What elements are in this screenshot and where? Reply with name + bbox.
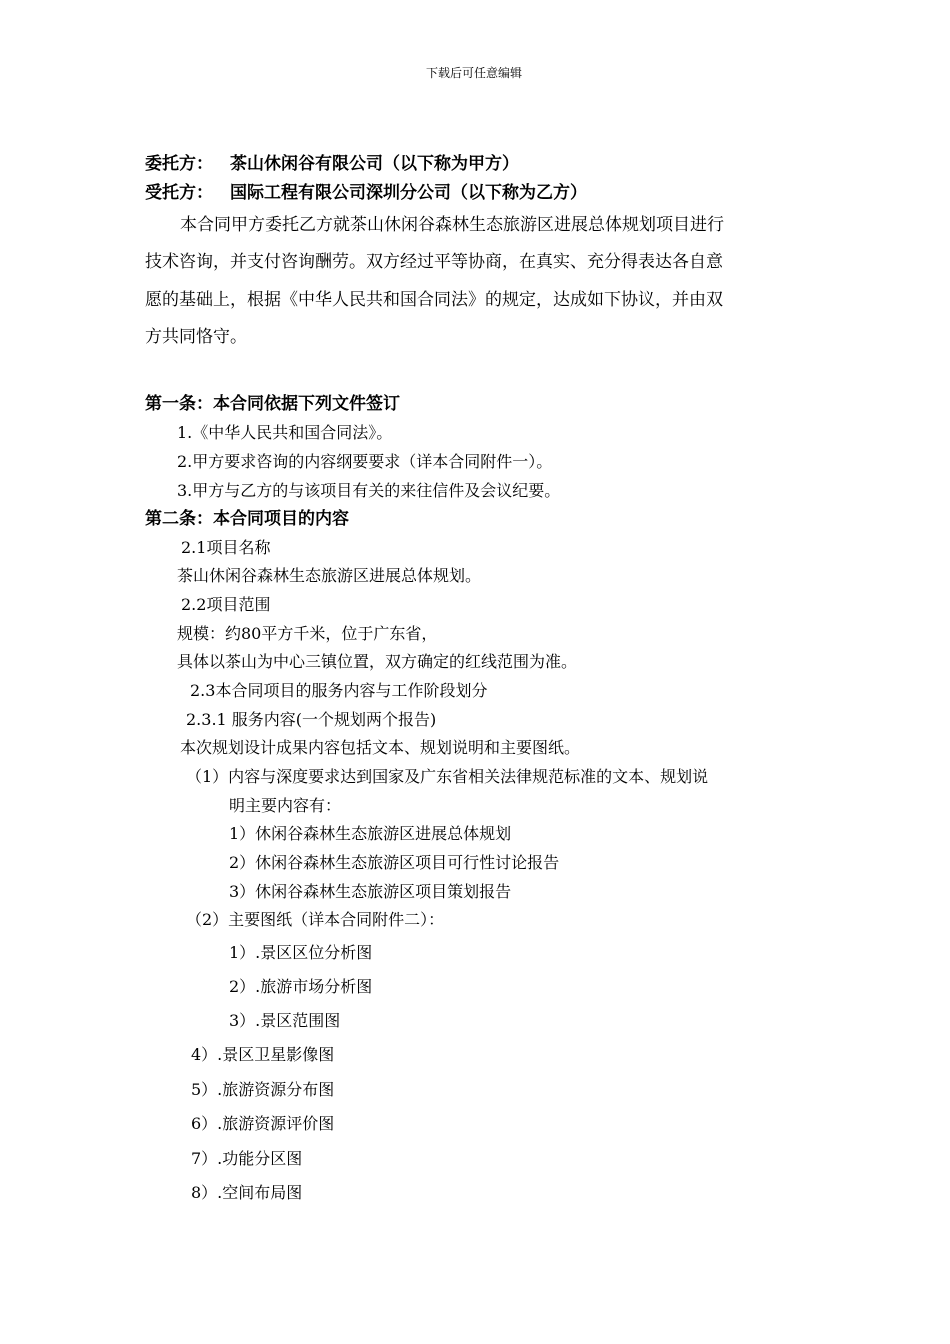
article1-item: 3.甲方与乙方的与该项目有关的来往信件及会议纪要。 — [177, 481, 561, 500]
section-2-2-scale: 规模：约80平方千米，位于广东省， — [177, 624, 438, 643]
section-2-1-text: 茶山休闲谷森林生态旅游区进展总体规划。 — [177, 566, 482, 585]
contractor-name: 国际工程有限公司深圳分公司（以下称为乙方） — [230, 183, 587, 203]
item-1-sub: 3）休闲谷森林生态旅游区项目策划报告 — [229, 882, 512, 901]
client-label: 委托方： — [145, 154, 213, 174]
intro-line: 愿的基础上，根据《中华人民共和国合同法》的规定，达成如下协议，并由双 — [145, 290, 723, 310]
client-name: 茶山休闲谷有限公司（以下称为甲方） — [230, 154, 519, 174]
section-2-3-1-heading: 2.3.1 服务内容(一个规划两个报告) — [186, 710, 437, 729]
item-1-line1: （1）内容与深度要求达到国家及广东省相关法律规范标准的文本、规划说 — [186, 767, 709, 786]
drawing-item: 7）.功能分区图 — [191, 1149, 303, 1168]
article1-item: 2.甲方要求咨询的内容纲要要求（详本合同附件一）。 — [177, 452, 553, 471]
section-2-2-detail: 具体以茶山为中心三镇位置，双方确定的红线范围为准。 — [177, 652, 578, 671]
article1-item: 1.《中华人民共和国合同法》。 — [177, 423, 393, 442]
intro-line: 技术咨询，并支付咨询酬劳。双方经过平等协商，在真实、充分得表达各自意 — [145, 252, 723, 272]
intro-line: 方共同恪守。 — [145, 327, 247, 347]
section-2-1-heading: 2.1项目名称 — [181, 538, 271, 557]
drawing-item: 6）.旅游资源评价图 — [191, 1114, 335, 1133]
drawing-item: 4）.景区卫星影像图 — [191, 1045, 335, 1064]
article1-title: 第一条：本合同依据下列文件签订 — [145, 394, 400, 414]
item-1-sub: 2）休闲谷森林生态旅游区项目可行性讨论报告 — [229, 853, 560, 872]
drawing-item: 5）.旅游资源分布图 — [191, 1080, 335, 1099]
item-2-line: （2）主要图纸（详本合同附件二）： — [186, 910, 445, 929]
item-1-line2: 明主要内容有： — [229, 796, 342, 815]
drawing-item: 3）.景区范围图 — [229, 1011, 341, 1030]
intro-line: 本合同甲方委托乙方就茶山休闲谷森林生态旅游区进展总体规划项目进行 — [180, 215, 724, 235]
drawing-item: 2）.旅游市场分析图 — [229, 977, 373, 996]
drawing-item: 1）.景区区位分析图 — [229, 943, 373, 962]
drawing-item: 8）.空间布局图 — [191, 1183, 303, 1202]
section-2-3-heading: 2.3本合同项目的服务内容与工作阶段划分 — [190, 681, 488, 700]
header-note: 下载后可任意编辑 — [426, 66, 523, 80]
item-1-sub: 1）休闲谷森林生态旅游区进展总体规划 — [229, 824, 512, 843]
section-2-2-heading: 2.2项目范围 — [181, 595, 271, 614]
contractor-label: 受托方： — [145, 183, 213, 203]
article2-title: 第二条：本合同项目的内容 — [145, 509, 349, 529]
section-2-3-1-text: 本次规划设计成果内容包括文本、规划说明和主要图纸。 — [180, 738, 581, 757]
